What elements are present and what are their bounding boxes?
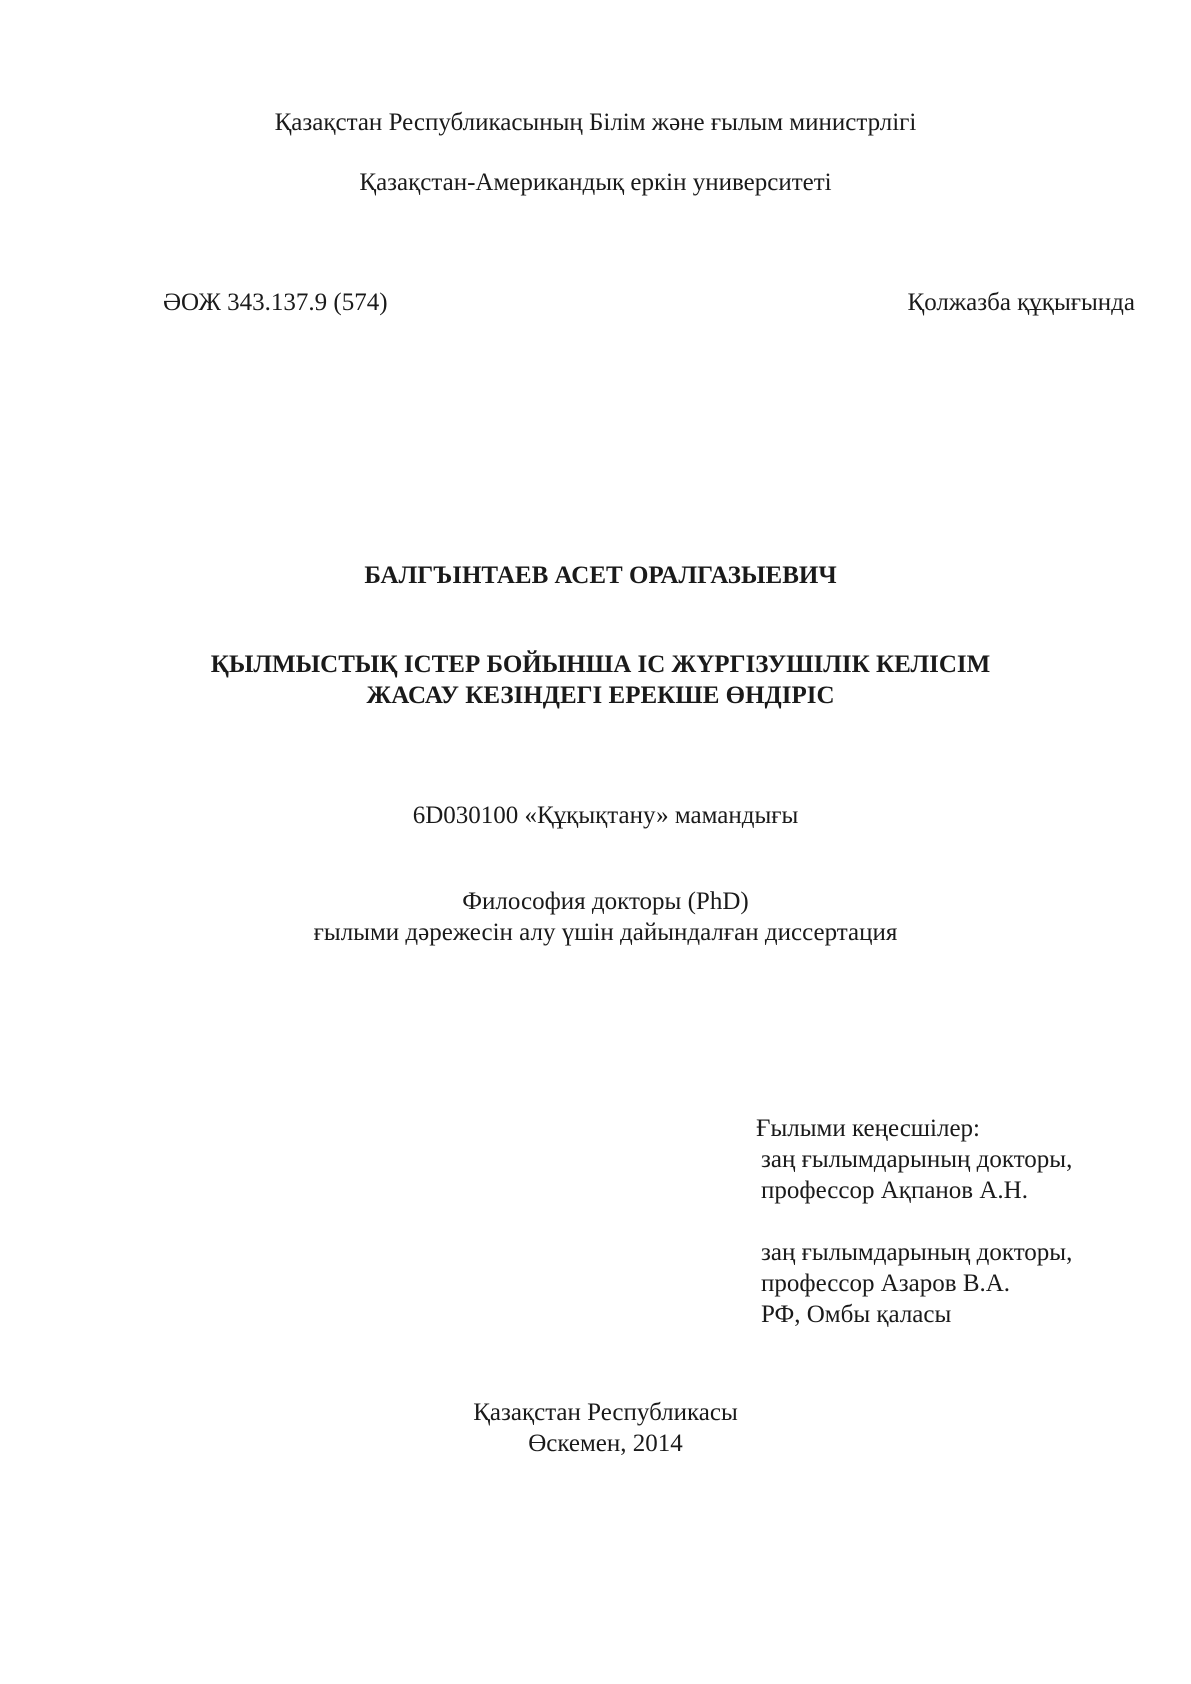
university-line: Қазақстан-Американдық еркін университеті — [359, 169, 832, 196]
degree-line-2: ғылыми дәрежесін алу үшін дайындалған диссертация — [313, 919, 898, 946]
footer-country: Қазақстан Республикасы — [473, 1399, 738, 1426]
specialty-line: 6D030100 «Құқықтану» мамандығы — [412, 802, 799, 829]
title-line-1: ҚЫЛМЫСТЫҚ ІСТЕР БОЙЫНША ІС ЖҮРГІЗУШІЛІК КЕЛІСІМ — [210, 651, 991, 678]
advisors-heading: Ғылыми кеңесшілер: — [756, 1115, 980, 1142]
scientific-advisors — [756, 1113, 1072, 1330]
degree-line-1: Философия докторы (PhD) — [462, 888, 749, 915]
udc-code: ӘОЖ 343.137.9 (574) — [163, 289, 388, 316]
title-line-2: ЖАСАУ КЕЗІНДЕГІ ЕРЕКШЕ ӨНДІРІС — [366, 682, 835, 709]
advisor-2-location: РФ, Омбы қаласы — [761, 1301, 952, 1328]
advisor-2-degree: заң ғылымдарының докторы, — [761, 1239, 1073, 1266]
author-name: БАЛГЪІНТАЕВ АСЕТ ОРАЛГАЗЫЕВИЧ — [364, 562, 837, 589]
advisor-1-degree: заң ғылымдарының докторы, — [761, 1146, 1073, 1173]
advisor-2-name: профессор Азаров В.А. — [761, 1270, 1011, 1297]
manuscript-rights: Қолжазба құқығында — [907, 289, 1135, 316]
ministry-line: Қазақстан Республикасының Білім және ғылым министрлігі — [274, 109, 917, 136]
dissertation-title — [0, 649, 1191, 711]
footer-city-year: Өскемен, 2014 — [528, 1430, 683, 1457]
advisor-1-name: профессор Ақпанов А.Н. — [761, 1177, 1028, 1204]
